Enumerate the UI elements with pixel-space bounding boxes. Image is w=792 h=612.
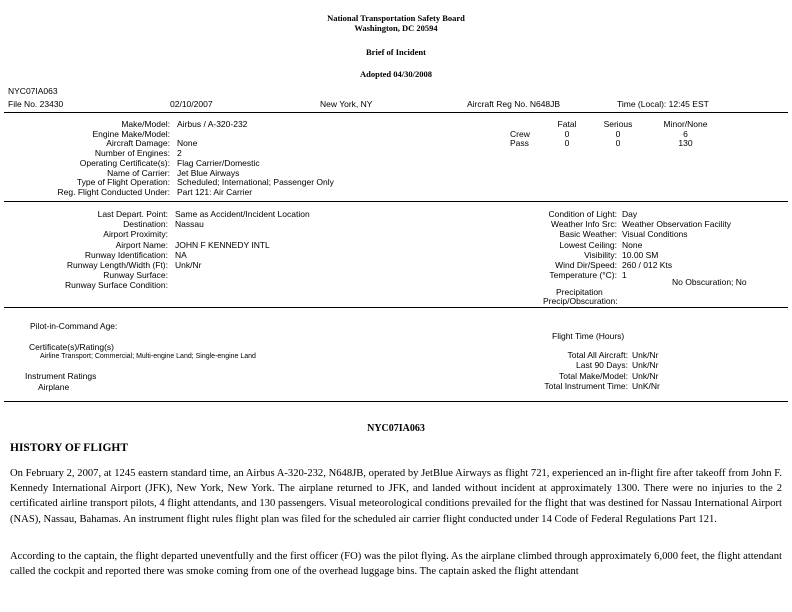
field-value: JOHN F KENNEDY INTL [175,239,270,250]
aircraft-info-table [0,120,334,198]
field-value: NA [175,249,187,260]
field-label: Destination: [123,219,168,230]
table-row [0,240,310,250]
org-address: Washington, DC 20594 [354,23,438,33]
certificates-ratings-label: Certificate(s)/Rating(s) [29,342,115,352]
table-row [440,360,660,370]
injury-col-header: Fatal [557,119,577,129]
field-value: 2 [177,148,182,159]
field-value: Unk/Nr [632,360,659,371]
field-label: Weather Info Src: [551,219,617,230]
table-row [0,188,334,198]
field-label: Lowest Ceiling: [559,239,617,250]
field-value [168,270,310,280]
flight-info-table [0,209,310,291]
precip-value-line1: No Obscuration; No [672,277,747,287]
field-label: Runway Length/Width (Ft): [66,260,168,271]
field-value: Unk/Nr [632,370,659,381]
field-label: Last Depart. Point: [97,209,168,219]
flight-time-table [440,350,660,391]
injury-value: 0 [564,128,570,139]
table-row [0,219,310,229]
divider-2 [4,201,788,202]
adopted-date: Adopted 04/30/2008 [359,69,433,79]
field-label: Type of Flight Operation: [76,177,170,188]
instrument-ratings-value: Airplane [38,382,70,392]
injury-header-row [505,120,723,130]
field-label: Runway Surface Condition: [64,280,168,291]
certificates-ratings-value: Airline Transport; Commercial; Multi-engine Land; Single-engine Land [40,353,256,360]
table-row [430,250,731,260]
table-row [440,350,660,360]
field-label: Aircraft Damage: [106,138,170,149]
narrative-paragraph-1: On February 2, 2007, at 1245 eastern standard time, an Airbus A-320-232, N648JB, operated by JetBlue Airways as flight 721, experienced an in-flight fire after takeoff from John F. Kennedy International Airport (JFK), New York, New York. The airplane returned to JFK, and landed without incident at approximately 1300. There were no injuries to the 2 certificated airline transport pilots, 4 flight attendants, and 130 passengers. Visual meteorological conditions prevailed for the flight that was destined for Nassau International Airport (NAS), Nassau, Bahamas. An instrument flight rules flight plan was filed for the scheduled air carrier flight conducted under 14 Code of Federal Regulations Part 121. [10,468,782,525]
injury-value: 0 [564,138,570,149]
table-row [440,371,660,381]
field-value: Weather Observation Facility [622,219,731,230]
field-value: UnK/Nr [632,380,660,391]
incident-date: 02/10/2007 [170,99,213,109]
aircraft-registration: Aircraft Reg No. N648JB [467,99,561,109]
field-value: Unk/Nr [632,350,659,360]
field-label: Airport Proximity: [103,229,168,240]
injury-table [505,120,723,149]
field-value: None [177,138,198,149]
field-label: Basic Weather: [559,229,617,240]
table-row [440,381,660,391]
field-value: Flag Carrier/Domestic [177,157,260,168]
field-label: Engine Make/Model: [92,128,170,139]
divider-3 [4,307,788,308]
table-row [430,209,731,219]
field-value: Day [622,209,638,219]
field-label: Operating Certificate(s): [79,157,170,168]
field-label: Total Instrument Time: [544,380,628,391]
table-row [430,219,731,229]
field-value [168,229,310,239]
field-label: Condition of Light: [548,209,617,219]
injury-value: 6 [683,128,688,139]
field-label: Number of Engines: [94,148,170,159]
field-value: 10.00 SM [622,249,659,260]
local-time: Time (Local): 12:45 EST [617,99,709,109]
injury-value: 0 [615,128,621,139]
table-row [430,240,731,250]
table-row [0,260,310,270]
injury-row-pass [505,139,723,149]
injury-row-label: Crew [510,128,530,139]
field-label: Runway Identification: [84,249,168,260]
field-label: Reg. Flight Conducted Under: [57,186,170,197]
narrative-id: NYC07IA063 [367,423,425,434]
field-label: Total All Aircraft: [567,350,628,360]
field-value: Nassau [175,219,204,230]
field-label: Wind Dir/Speed: [555,260,617,271]
weather-info-table [430,209,731,280]
table-row [0,280,310,290]
field-value: 1 [622,270,627,281]
divider-4 [4,401,788,402]
table-row [0,229,310,239]
field-value: Scheduled; International; Passenger Only [177,177,334,188]
table-row [0,270,310,280]
ntsb-id: NYC07IA063 [8,86,58,96]
history-of-flight-heading: HISTORY OF FLIGHT [10,442,129,454]
table-row [0,209,310,219]
field-label: Runway Surface: [103,270,168,281]
field-label: Make/Model: [121,119,170,129]
field-value: Unk/Nr [175,260,202,271]
field-value: 260 / 012 Kts [622,260,673,271]
field-value: Airbus / A-320-232 [177,119,248,129]
injury-col-header: Minor/None [663,119,708,129]
field-value [168,280,310,290]
pilot-age-label: Pilot-in-Command Age: [30,321,118,331]
narrative-paragraph-2: According to the captain, the flight departed uneventfully and the first officer (FO) was the pilot flying. As the airplane climbed through approximately 6,000 feet, the flight attendant called the cockpit and reported there was smoke coming from one of the overhead luggage bins. The captain asked the flight attendant [10,551,782,578]
precip-obscuration-label: Precip/Obscuration: [543,296,618,306]
injury-value: 130 [678,138,693,149]
field-value: Jet Blue Airways [177,167,240,178]
field-value: Part 121: Air Carrier [177,186,253,197]
table-row [0,250,310,260]
field-value: Visual Conditions [622,229,688,240]
instrument-ratings-label: Instrument Ratings [25,371,97,381]
injury-value: 0 [615,138,621,149]
divider-1 [4,112,788,113]
field-label: Visibility: [584,249,617,260]
org-name: National Transportation Safety Board [327,13,465,23]
table-row [430,260,731,270]
doc-type-title: Brief of Incident [366,47,426,57]
field-label: Total Make/Model: [559,370,628,381]
precip-value-line2: Precipitation [556,287,603,297]
field-value: None [622,239,643,250]
incident-location: New York, NY [320,99,373,109]
injury-row-label: Pass [510,138,529,149]
flight-time-title: Flight Time (Hours) [552,331,625,341]
field-label: Temperature (°C): [549,270,617,281]
table-row [430,229,731,239]
field-value: Same as Accident/Incident Location [175,209,310,219]
file-number: File No. 23430 [8,99,64,109]
field-label: Last 90 Days: [576,360,628,371]
injury-col-header: Serious [603,119,633,129]
field-label: Name of Carrier: [107,167,170,178]
field-label: Airport Name: [115,239,168,250]
